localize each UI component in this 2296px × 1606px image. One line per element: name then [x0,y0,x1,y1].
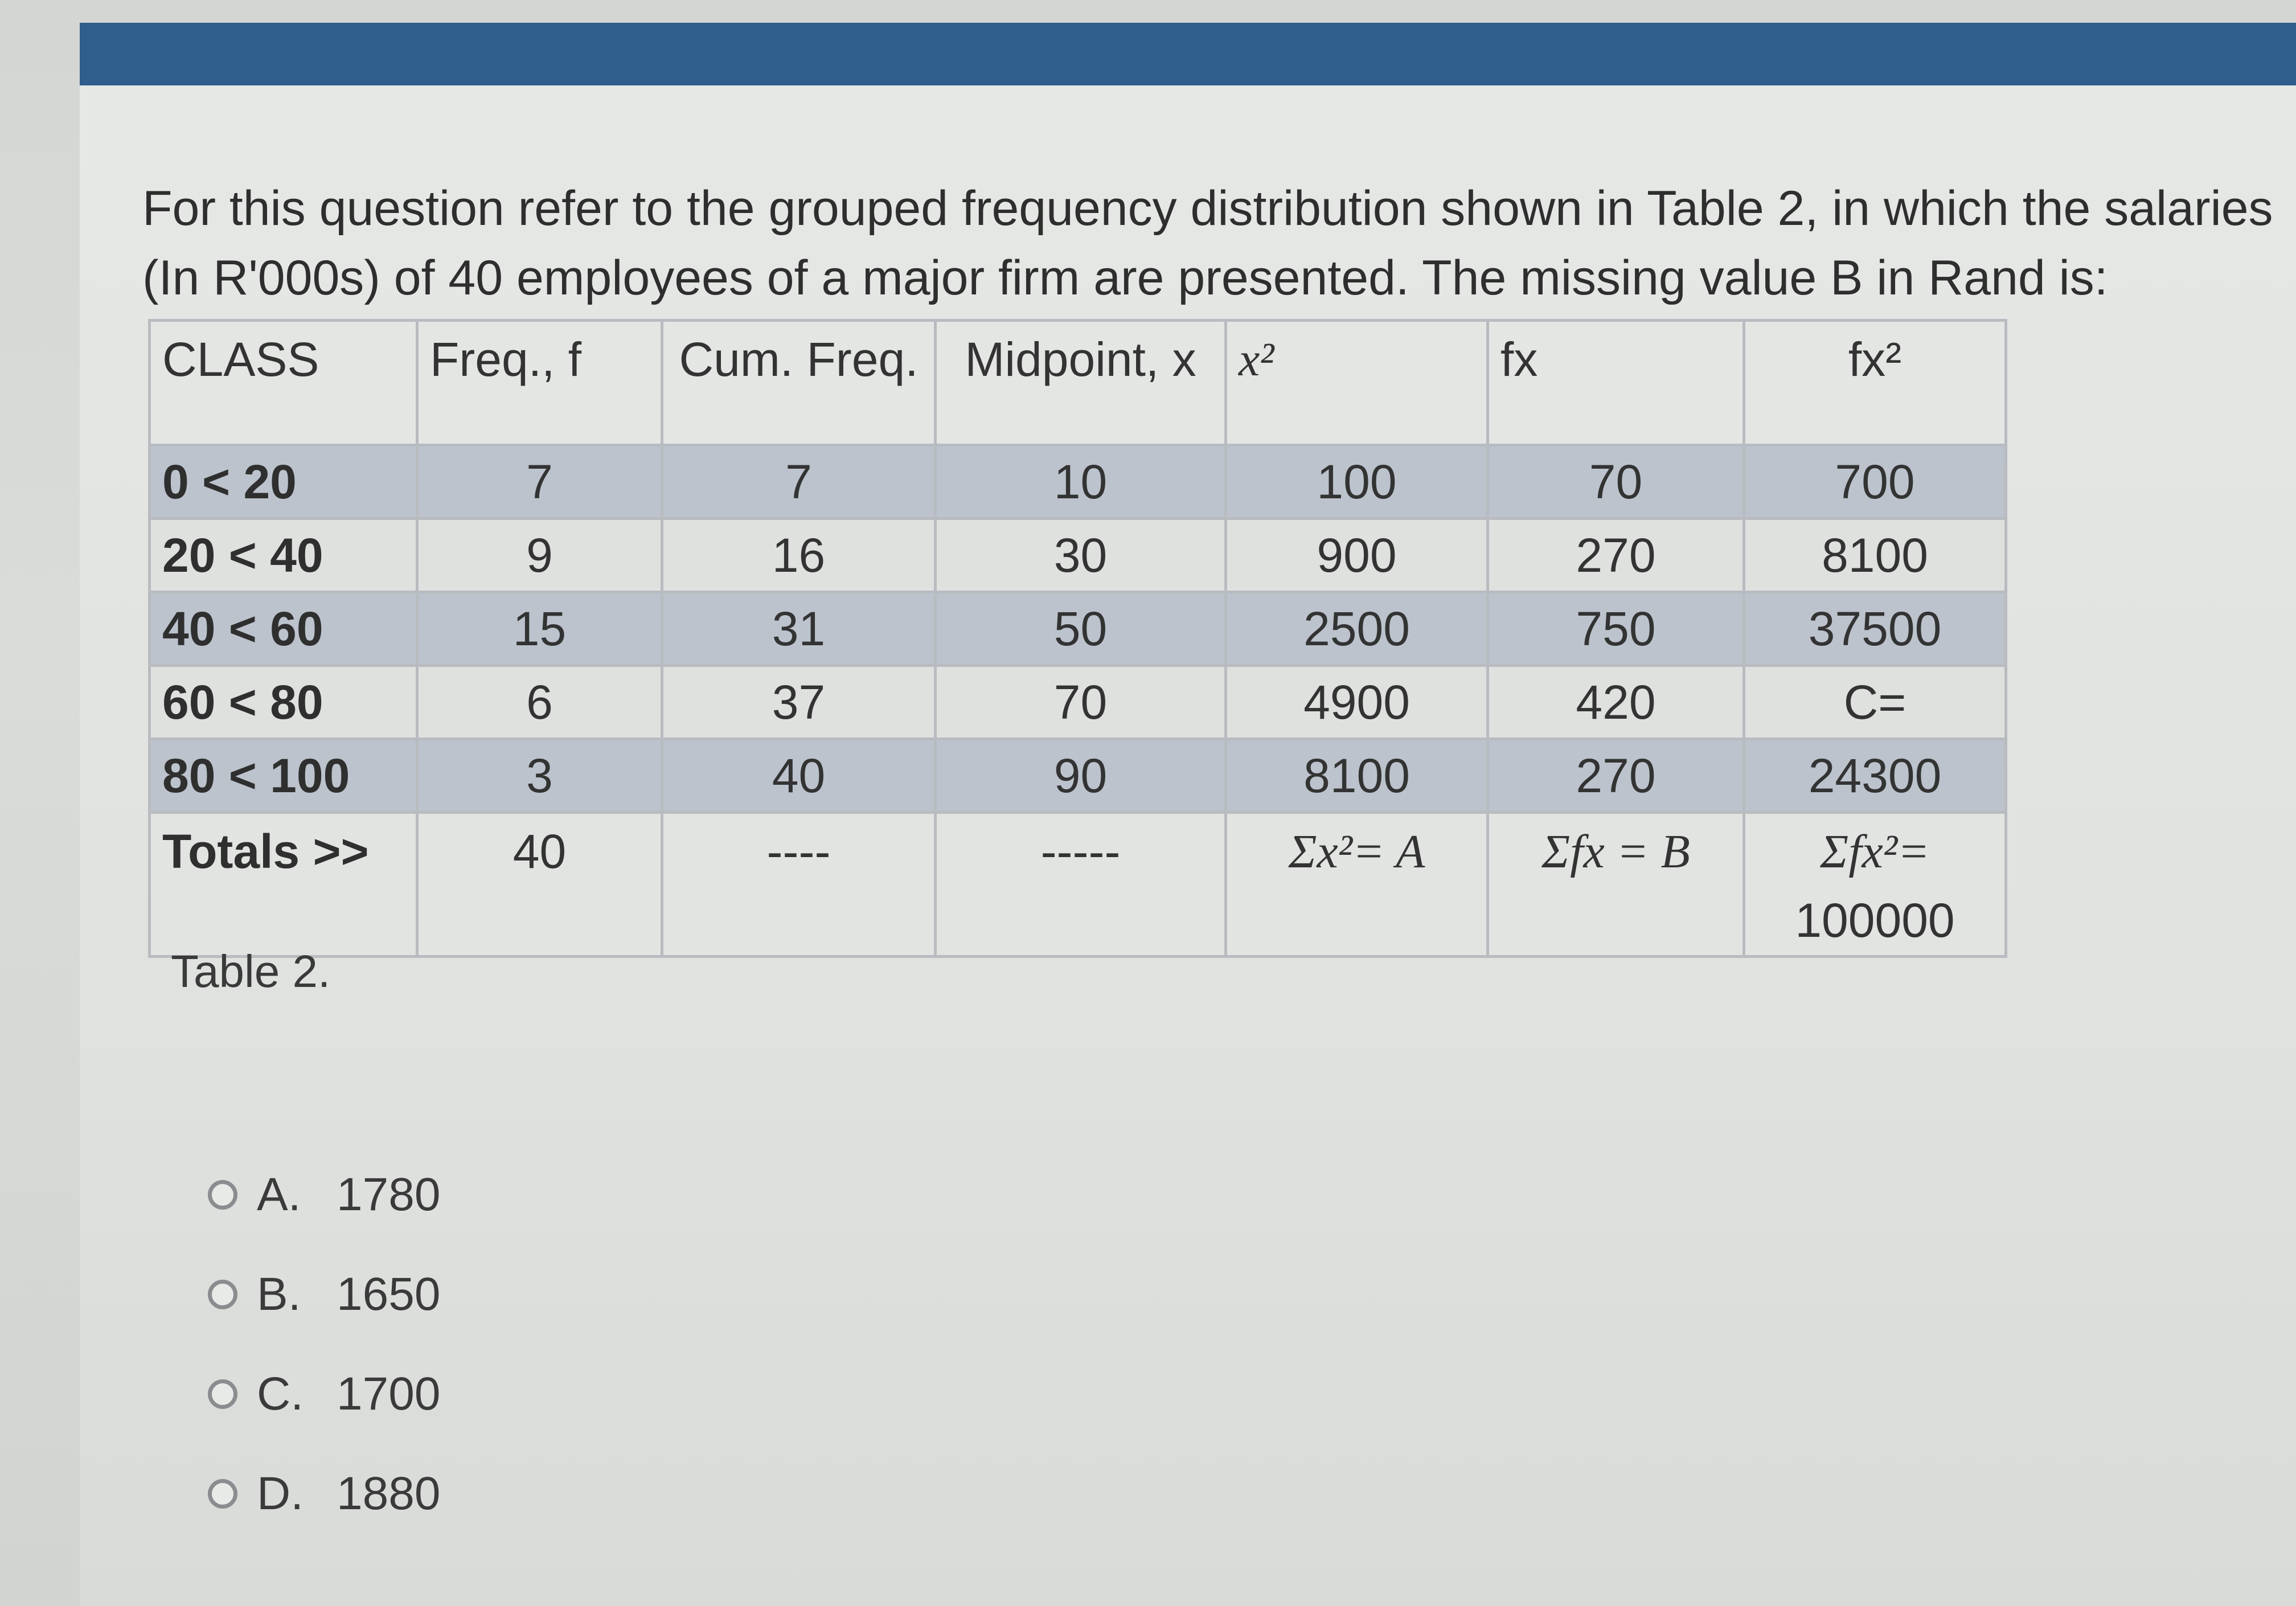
header-fx: fx [1488,321,1744,445]
totals-row [150,813,2006,957]
midpoint-cell: 50 [936,592,1226,666]
option-letter: A. [257,1168,301,1220]
totals-label: Totals >> [150,813,417,957]
radio-circle-icon[interactable] [208,1379,237,1409]
table-header-row [150,321,2006,445]
header-freq: Freq., f [417,321,662,445]
fx-squared-cell: 37500 [1744,592,2006,666]
x-squared-cell: 2500 [1226,592,1488,666]
table-caption: Table 2. [171,946,331,997]
totals-freq: 40 [417,813,662,957]
fx-cell: 270 [1488,739,1744,813]
option-letter: C. [257,1367,304,1420]
fx-squared-cell: C= [1744,666,2006,739]
cum-freq-cell: 7 [662,445,936,519]
midpoint-cell: 70 [936,666,1226,739]
freq-cell: 7 [417,445,662,519]
cum-freq-cell: 40 [662,739,936,813]
fx-squared-cell: 8100 [1744,519,2006,592]
option-value: 1880 [337,1467,441,1519]
fx-squared-cell: 700 [1744,445,2006,519]
table-row [150,739,2006,813]
question-text [142,174,2273,313]
freq-cell: 6 [417,666,662,739]
class-cell: 80 < 100 [150,739,417,813]
totals-x-squared: Σx²= A [1226,813,1488,957]
class-cell: 60 < 80 [150,666,417,739]
freq-cell: 9 [417,519,662,592]
radio-circle-icon[interactable] [208,1479,237,1509]
option-d[interactable] [208,1444,440,1543]
table-row [150,445,2006,519]
totals-fx-squared [1744,813,2006,957]
option-c[interactable] [208,1344,440,1444]
totals-fx-squared-value: 100000 [1795,894,1955,947]
question-line-1: For this question refer to the grouped frequency distribution shown in Table 2, in which the salaries [142,181,2273,236]
class-cell: 40 < 60 [150,592,417,666]
header-cum-freq: Cum. Freq. [662,321,936,445]
cum-freq-cell: 31 [662,592,936,666]
midpoint-cell: 90 [936,739,1226,813]
header-x-squared: x² [1226,321,1488,445]
header-midpoint: Midpoint, x [936,321,1226,445]
totals-fx: Σfx = B [1488,813,1744,957]
frequency-table [148,319,2007,958]
freq-cell: 3 [417,739,662,813]
option-letter: B. [257,1268,301,1320]
fx-cell: 70 [1488,445,1744,519]
fx-cell: 270 [1488,519,1744,592]
class-cell: 20 < 40 [150,519,417,592]
totals-cum-freq: ---- [662,813,936,957]
answer-options [208,1145,440,1543]
cum-freq-cell: 16 [662,519,936,592]
totals-fx-squared-label: Σfx²= [1820,825,1930,878]
top-bar [80,23,2296,85]
radio-circle-icon[interactable] [208,1280,237,1309]
fx-squared-cell: 24300 [1744,739,2006,813]
option-b[interactable] [208,1244,440,1344]
midpoint-cell: 30 [936,519,1226,592]
option-a[interactable] [208,1145,440,1244]
option-value: 1780 [337,1168,441,1220]
fx-cell: 420 [1488,666,1744,739]
totals-midpoint: ----- [936,813,1226,957]
fx-cell: 750 [1488,592,1744,666]
freq-cell: 15 [417,592,662,666]
table-row [150,666,2006,739]
midpoint-cell: 10 [936,445,1226,519]
option-value: 1650 [337,1268,441,1320]
radio-circle-icon[interactable] [208,1180,237,1210]
header-class: CLASS [150,321,417,445]
table-row [150,592,2006,666]
x-squared-cell: 100 [1226,445,1488,519]
question-line-2: (In R'000s) of 40 employees of a major firm are presented. The missing value B in Rand is: [142,251,2108,305]
x-squared-cell: 4900 [1226,666,1488,739]
x-squared-cell: 900 [1226,519,1488,592]
class-cell: 0 < 20 [150,445,417,519]
option-letter: D. [257,1467,304,1519]
cum-freq-cell: 37 [662,666,936,739]
header-fx-squared: fx² [1744,321,2006,445]
table-row [150,519,2006,592]
x-squared-cell: 8100 [1226,739,1488,813]
option-value: 1700 [337,1367,441,1420]
